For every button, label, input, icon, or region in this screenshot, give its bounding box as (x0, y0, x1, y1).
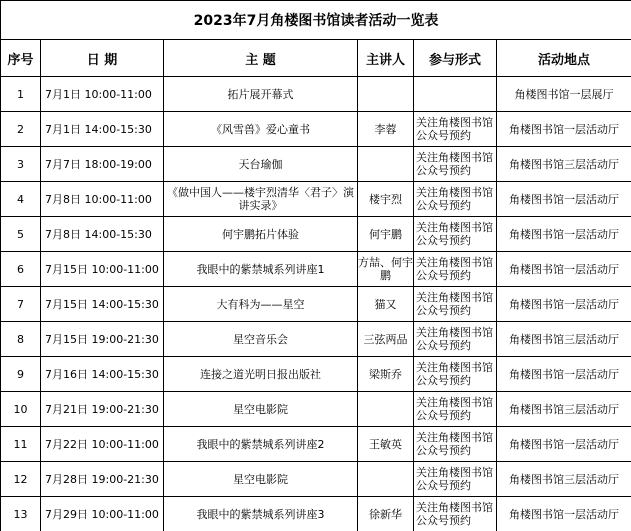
table-title: 2023年7月角楼图书馆读者活动一览表 (1, 1, 631, 40)
header-topic: 主 题 (164, 40, 358, 77)
cell-date: 7月8日 10:00-11:00 (41, 182, 164, 217)
header-date: 日 期 (41, 40, 164, 77)
cell-speaker (358, 462, 414, 497)
header-place: 活动地点 (497, 40, 631, 77)
cell-topic: 何宇鹏拓片体验 (164, 217, 358, 252)
table-row (1, 427, 631, 462)
cell-date: 7月1日 10:00-11:00 (41, 77, 164, 112)
cell-form: 关注角楼图书馆公众号预约 (414, 147, 497, 182)
cell-speaker: 徐新华 (358, 497, 414, 531)
cell-form: 关注角楼图书馆公众号预约 (414, 392, 497, 427)
cell-date: 7月7日 18:00-19:00 (41, 147, 164, 182)
table-row (1, 217, 631, 252)
cell-place: 角楼图书馆三层活动厅 (497, 322, 631, 357)
cell-form: 关注角楼图书馆公众号预约 (414, 427, 497, 462)
cell-place: 角楼图书馆三层活动厅 (497, 147, 631, 182)
cell-place: 角楼图书馆一层活动厅 (497, 252, 631, 287)
cell-topic: 星空电影院 (164, 462, 358, 497)
cell-form: 关注角楼图书馆公众号预约 (414, 462, 497, 497)
cell-no: 1 (1, 77, 41, 112)
cell-no: 6 (1, 252, 41, 287)
cell-no: 12 (1, 462, 41, 497)
cell-date: 7月15日 10:00-11:00 (41, 252, 164, 287)
header-form: 参与形式 (414, 40, 497, 77)
cell-no: 8 (1, 322, 41, 357)
cell-topic: 大有科为——星空 (164, 287, 358, 322)
cell-speaker: 方喆、何宇鹏 (358, 252, 414, 287)
cell-no: 5 (1, 217, 41, 252)
cell-speaker: 三弦两品 (358, 322, 414, 357)
cell-speaker: 李蓉 (358, 112, 414, 147)
cell-speaker (358, 147, 414, 182)
table-row (1, 112, 631, 147)
table-row (1, 357, 631, 392)
cell-place: 角楼图书馆一层活动厅 (497, 182, 631, 217)
table-row (1, 462, 631, 497)
cell-topic: 星空音乐会 (164, 322, 358, 357)
cell-topic: 拓片展开幕式 (164, 77, 358, 112)
cell-topic: 连接之道光明日报出版社 (164, 357, 358, 392)
cell-place: 角楼图书馆三层活动厅 (497, 392, 631, 427)
cell-no: 3 (1, 147, 41, 182)
header-no: 序号 (1, 40, 41, 77)
cell-place: 角楼图书馆一层活动厅 (497, 427, 631, 462)
cell-form (414, 77, 497, 112)
cell-topic: 《做中国人——楼宇烈清华〈君子〉演讲实录》 (164, 182, 358, 217)
cell-no: 9 (1, 357, 41, 392)
cell-topic: 《风雪兽》爱心童书 (164, 112, 358, 147)
cell-form: 关注角楼图书馆公众号预约 (414, 357, 497, 392)
cell-form: 关注角楼图书馆公众号预约 (414, 182, 497, 217)
cell-date: 7月29日 10:00-11:00 (41, 497, 164, 531)
cell-speaker (358, 392, 414, 427)
cell-place: 角楼图书馆一层活动厅 (497, 287, 631, 322)
cell-no: 4 (1, 182, 41, 217)
cell-topic: 星空电影院 (164, 392, 358, 427)
cell-place: 角楼图书馆一层活动厅 (497, 217, 631, 252)
cell-speaker: 何宇鹏 (358, 217, 414, 252)
table-row (1, 77, 631, 112)
cell-date: 7月1日 14:00-15:30 (41, 112, 164, 147)
table-row (1, 147, 631, 182)
cell-topic: 我眼中的紫禁城系列讲座2 (164, 427, 358, 462)
cell-speaker: 猫又 (358, 287, 414, 322)
cell-no: 7 (1, 287, 41, 322)
cell-date: 7月16日 14:00-15:30 (41, 357, 164, 392)
cell-date: 7月15日 14:00-15:30 (41, 287, 164, 322)
table-row (1, 392, 631, 427)
cell-place: 角楼图书馆一层活动厅 (497, 112, 631, 147)
cell-date: 7月22日 10:00-11:00 (41, 427, 164, 462)
cell-date: 7月21日 19:00-21:30 (41, 392, 164, 427)
header-speaker: 主讲人 (358, 40, 414, 77)
table-row (1, 497, 631, 531)
cell-speaker: 楼宇烈 (358, 182, 414, 217)
cell-topic: 天台瑜伽 (164, 147, 358, 182)
cell-topic: 我眼中的紫禁城系列讲座3 (164, 497, 358, 531)
cell-form: 关注角楼图书馆公众号预约 (414, 217, 497, 252)
cell-speaker: 梁斯乔 (358, 357, 414, 392)
cell-form: 关注角楼图书馆公众号预约 (414, 252, 497, 287)
cell-speaker: 王敏英 (358, 427, 414, 462)
cell-date: 7月8日 14:00-15:30 (41, 217, 164, 252)
table-row (1, 322, 631, 357)
cell-form: 关注角楼图书馆公众号预约 (414, 322, 497, 357)
cell-form: 关注角楼图书馆公众号预约 (414, 497, 497, 531)
cell-place: 角楼图书馆一层展厅 (497, 77, 631, 112)
table-row (1, 287, 631, 322)
cell-place: 角楼图书馆三层活动厅 (497, 462, 631, 497)
cell-place: 角楼图书馆一层活动厅 (497, 497, 631, 531)
cell-no: 10 (1, 392, 41, 427)
cell-no: 13 (1, 497, 41, 531)
cell-date: 7月15日 19:00-21:30 (41, 322, 164, 357)
cell-date: 7月28日 19:00-21:30 (41, 462, 164, 497)
header-row (1, 40, 631, 77)
cell-form: 关注角楼图书馆公众号预约 (414, 287, 497, 322)
cell-no: 11 (1, 427, 41, 462)
cell-place: 角楼图书馆一层活动厅 (497, 357, 631, 392)
cell-no: 2 (1, 112, 41, 147)
cell-form: 关注角楼图书馆公众号预约 (414, 112, 497, 147)
table-row (1, 252, 631, 287)
cell-speaker (358, 77, 414, 112)
table-row (1, 182, 631, 217)
cell-topic: 我眼中的紫禁城系列讲座1 (164, 252, 358, 287)
